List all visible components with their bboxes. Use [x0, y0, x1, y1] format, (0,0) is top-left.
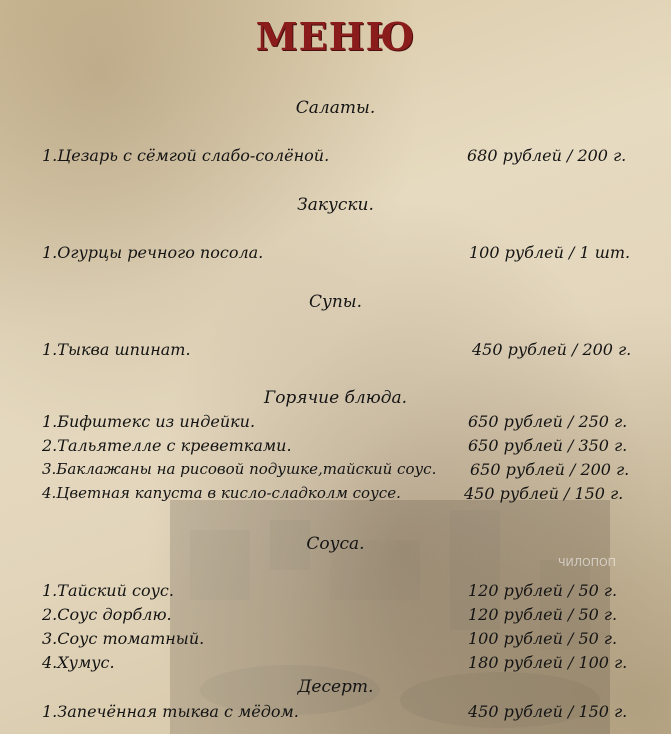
menu-title: МЕНЮ: [255, 14, 416, 59]
item-price: 680 рублей / 200 г.: [467, 146, 627, 165]
menu-item: [42, 146, 642, 168]
item-price: 450 рублей / 150 г.: [464, 484, 624, 503]
menu-item: [42, 653, 642, 675]
menu-item: [42, 460, 642, 482]
item-price: 650 рублей / 200 г.: [470, 460, 630, 479]
item-price: 450 рублей / 150 г.: [468, 702, 628, 721]
item-name: 1.Огурцы речного посола.: [42, 243, 264, 262]
item-name: 1.Цезарь с сёмгой слабо-солёной.: [42, 146, 330, 165]
section-heading-dessert: Десерт.: [297, 677, 374, 697]
item-name: 1.Запечённая тыква с мёдом.: [42, 702, 299, 721]
menu-item: [42, 436, 642, 458]
section-heading-salads: Салаты.: [295, 98, 376, 118]
menu-item: [42, 340, 642, 362]
menu-item: [42, 581, 642, 603]
item-name: 1.Тайский соус.: [42, 581, 174, 600]
item-name: 4.Цветная капуста в кисло-сладколм соусе.: [42, 484, 401, 502]
item-price: 180 рублей / 100 г.: [468, 653, 628, 672]
item-price: 450 рублей / 200 г.: [472, 340, 632, 359]
item-name: 3.Соус томатный.: [42, 629, 205, 648]
section-heading-snacks: Закуски.: [297, 195, 374, 215]
item-price: 100 рублей / 1 шт.: [469, 243, 631, 262]
menu-item: [42, 412, 642, 434]
item-name: 1.Бифштекс из индейки.: [42, 412, 256, 431]
item-price: 650 рублей / 350 г.: [468, 436, 628, 455]
menu-item: [42, 243, 642, 265]
item-price: 650 рублей / 250 г.: [468, 412, 628, 431]
item-name: 3.Баклажаны на рисовой подушке,тайский соус.: [42, 460, 437, 478]
item-name: 2.Соус дорблю.: [42, 605, 172, 624]
section-heading-hot: Горячие блюда.: [263, 388, 408, 408]
item-name: 1.Тыква шпинат.: [42, 340, 191, 359]
section-heading-soups: Супы.: [308, 292, 363, 312]
menu-item: [42, 605, 642, 627]
item-price: 120 рублей / 50 г.: [468, 581, 618, 600]
item-name: 4.Хумус.: [42, 653, 115, 672]
menu-item: [42, 702, 642, 724]
item-name: 2.Тальятелле с креветками.: [42, 436, 292, 455]
menu-item: [42, 484, 642, 506]
item-price: 100 рублей / 50 г.: [468, 629, 618, 648]
menu-item: [42, 629, 642, 651]
watermark: ЧИЛОПОП: [558, 556, 616, 569]
section-heading-sauces: Соуса.: [306, 534, 365, 554]
item-price: 120 рублей / 50 г.: [468, 605, 618, 624]
